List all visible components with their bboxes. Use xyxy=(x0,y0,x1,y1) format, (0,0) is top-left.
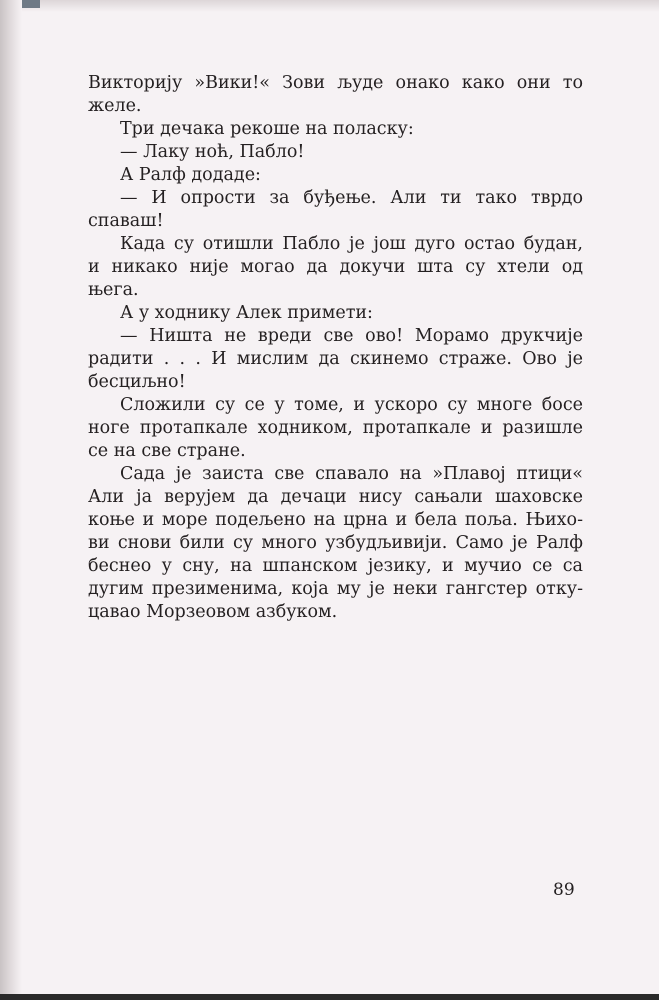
text-line: Када су отишли Пабло је још дуго остао будан, xyxy=(120,234,583,254)
text-line: и никако није могао да докучи шта су хтели од xyxy=(88,257,583,277)
text-line: А Ралф додаде: xyxy=(120,165,261,185)
text-line: Викторију »Вики!« Зови људе онако како они то xyxy=(88,73,583,93)
page-bottom-edge xyxy=(0,994,659,1000)
text-line: дугим презименима, која му је неки гангстер отку- xyxy=(88,579,583,599)
text-line: А у ходнику Алек примети: xyxy=(120,303,373,323)
text-line: желе. xyxy=(88,96,142,116)
text-line: — И опрости за буђење. Али ти тако тврдо xyxy=(120,188,583,208)
text-line: Сада је заиста све спавало на »Плавој птици« xyxy=(120,464,583,484)
text-line: бесциљно! xyxy=(88,372,186,392)
text-line: беснео у сну, на шпанском језику, и мучио се са xyxy=(88,556,583,576)
text-line: Три дечака рекоше на поласку: xyxy=(120,119,414,139)
book-spine-shadow xyxy=(0,0,22,1000)
text-line: Али ја верујем да дечаци нису сањали шаховске xyxy=(88,487,583,507)
text-line: ви снови били су много узбудљивији. Само је Ралф xyxy=(88,533,583,553)
text-line: радити . . . И мислим да скинемо страже. Ово је xyxy=(88,349,583,369)
page-body-text xyxy=(88,72,583,624)
text-line: — Лаку ноћ, Пабло! xyxy=(120,142,305,162)
page-number: 89 xyxy=(553,880,575,900)
page-top-edge xyxy=(0,0,659,12)
text-line: цавао Морзеовом азбуком. xyxy=(88,602,338,622)
text-line: — Ништа не вреди све ово! Морамо друкчије xyxy=(120,326,583,346)
text-line: спаваш! xyxy=(88,211,164,231)
text-line: њега. xyxy=(88,280,139,300)
text-line: ноге протапкале ходником, протапкале и разишле xyxy=(88,418,583,438)
text-line: Сложили су се у томе, и ускоро су многе босе xyxy=(120,395,583,415)
text-line: се на све стране. xyxy=(88,441,246,461)
text-line: коње и море подељено на црна и бела поља. Њихо- xyxy=(88,510,583,530)
